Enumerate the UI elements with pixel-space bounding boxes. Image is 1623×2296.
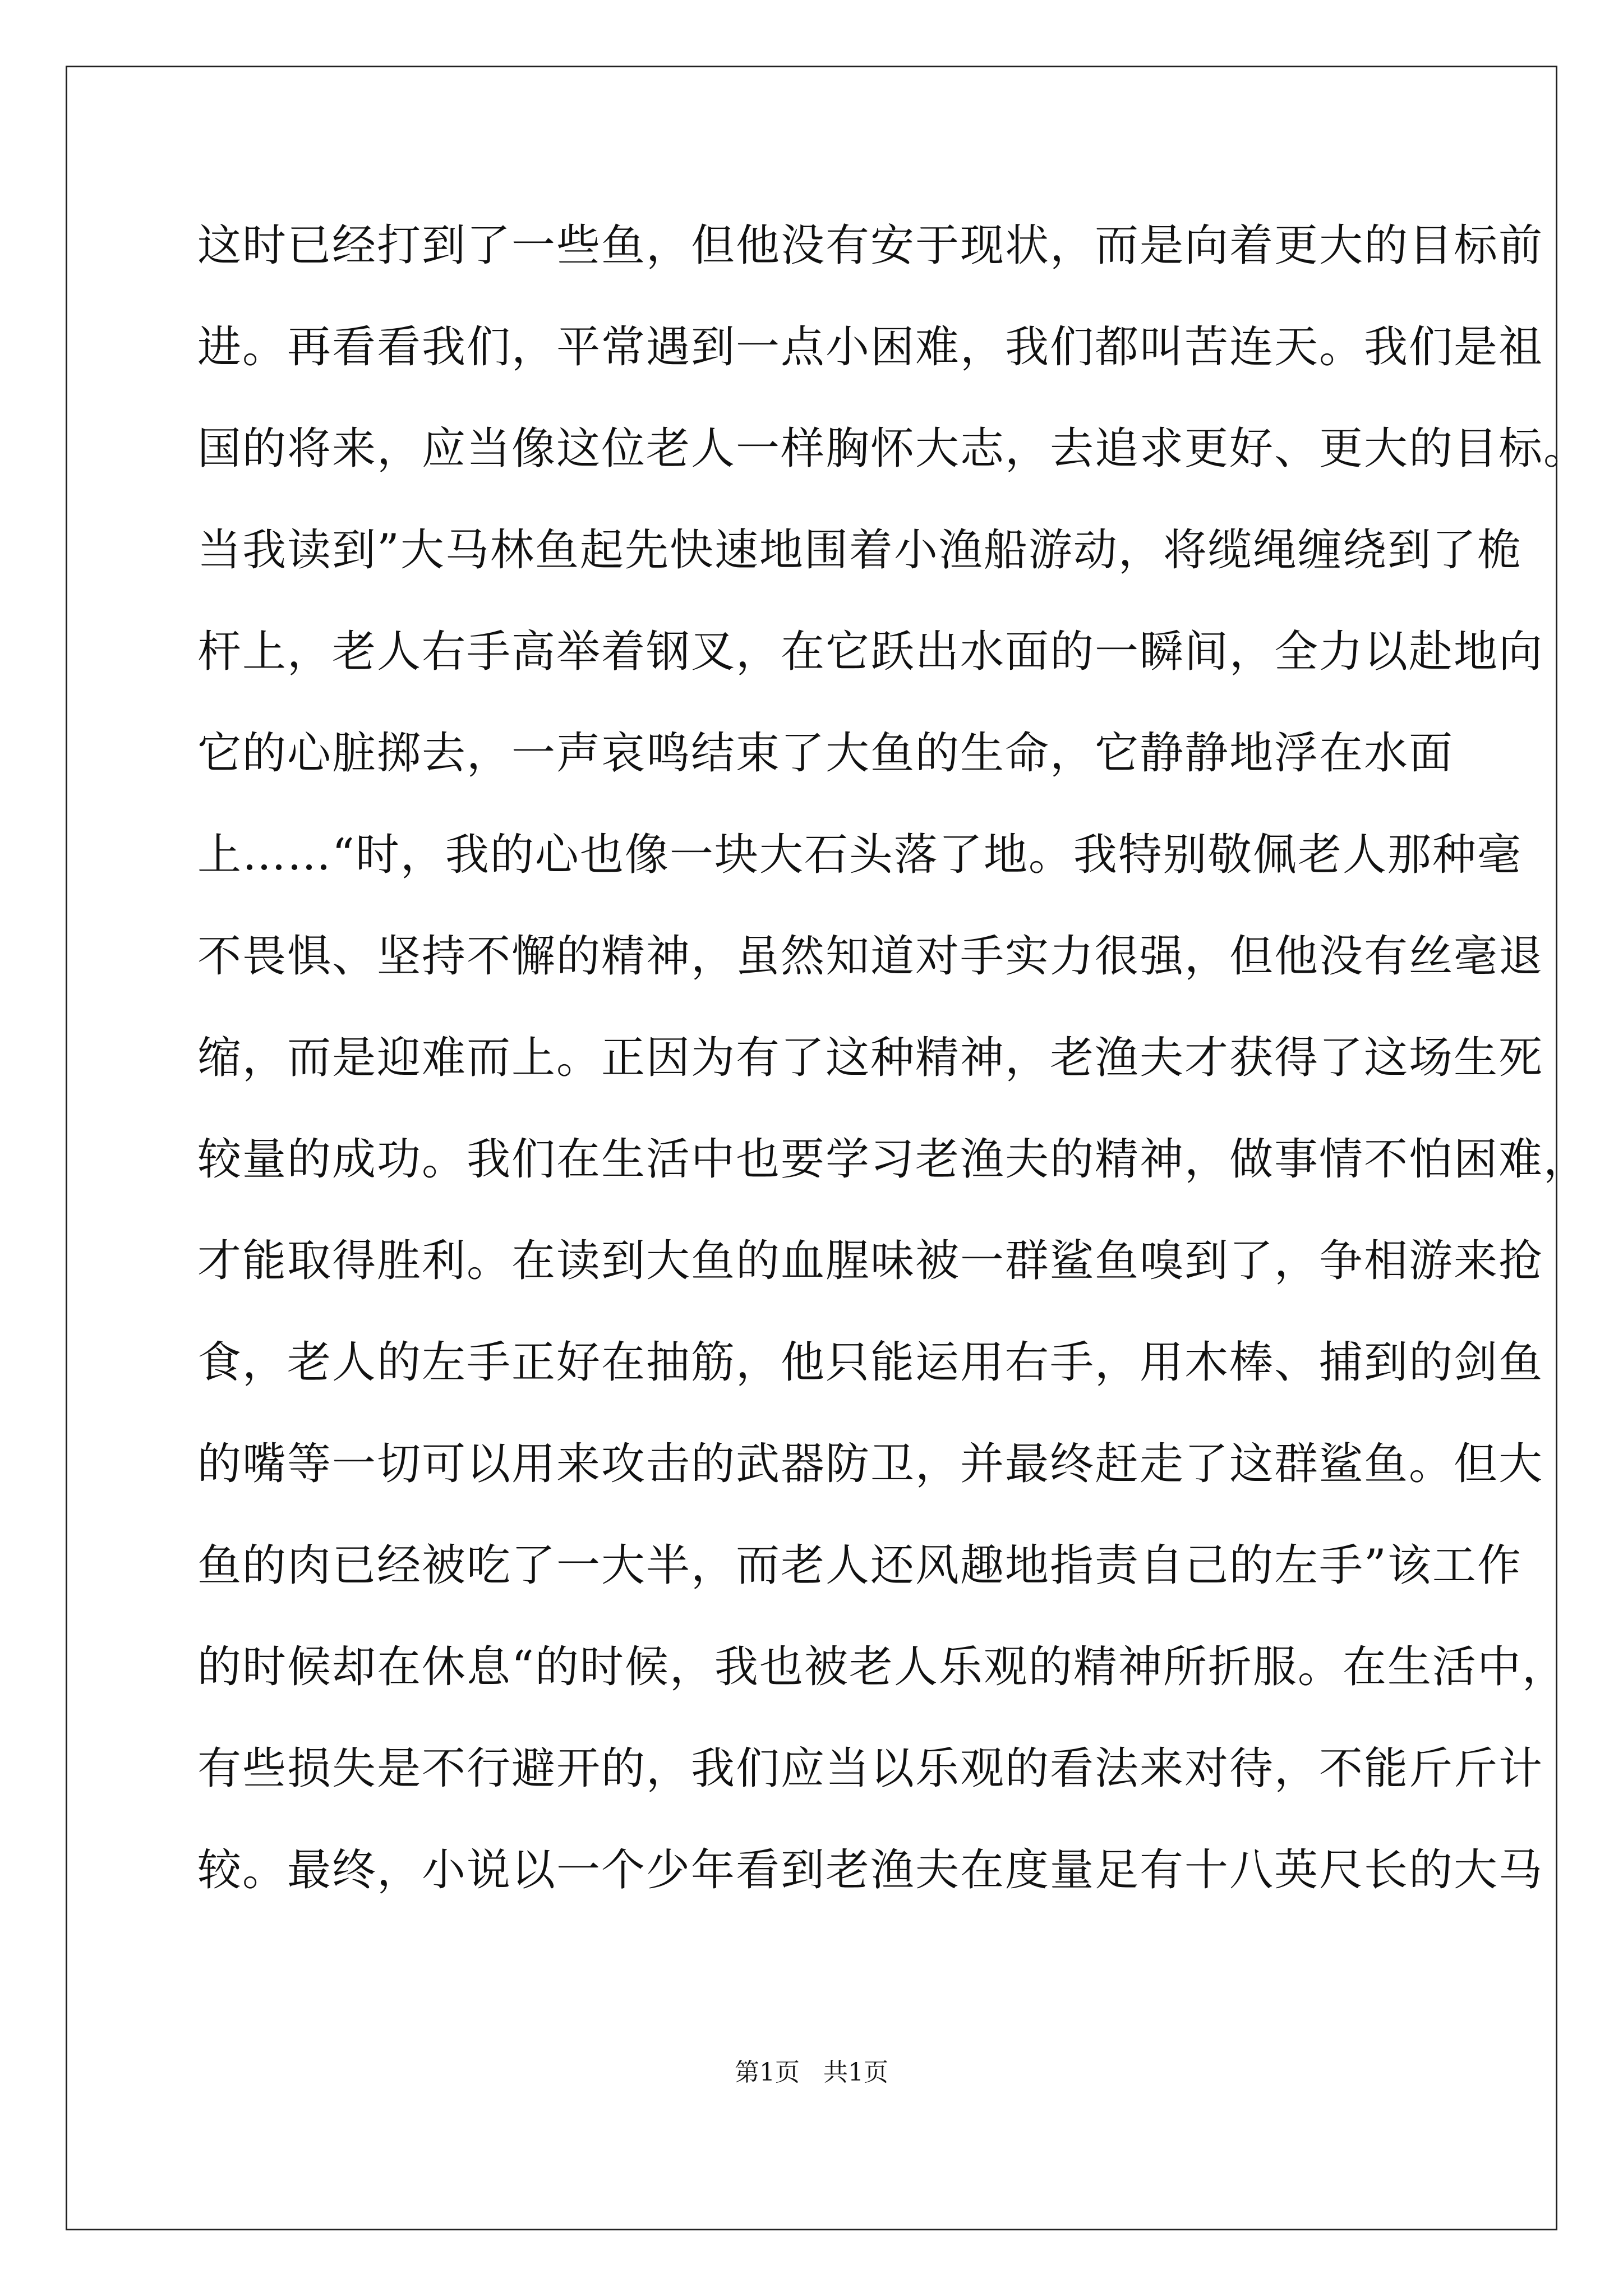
text-line: 缩，而是迎难而上。正因为有了这种精神，老渔夫才获得了这场生死 [197, 1033, 1544, 1083]
text-line: 鱼的肉已经被吃了一大半，而老人还风趣地指责自己的左手”该工作 [197, 1540, 1522, 1591]
text-line: 上……“时，我的心也像一块大石头落了地。我特别敬佩老人那种毫 [197, 830, 1522, 880]
text-line: 有些损失是不行避开的，我们应当以乐观的看法来对待，不能斤斤计 [197, 1743, 1544, 1794]
page-number-footer: 第1页 共1页 [735, 2058, 888, 2087]
document-body [197, 218, 1589, 1944]
text-line: 杆上，老人右手高举着钢叉，在它跃出水面的一瞬间，全力以赴地向 [197, 627, 1544, 677]
text-line: 的时候却在休息“的时候，我也被老人乐观的精神所折服。在生活中， [197, 1642, 1567, 1692]
text-line: 较量的成功。我们在生活中也要学习老渔夫的精神，做事情不怕困难， [197, 1134, 1589, 1185]
text-line: 进。再看看我们，平常遇到一点小困难，我们都叫苦连天。我们是祖 [197, 322, 1544, 372]
text-line: 才能取得胜利。在读到大鱼的血腥味被一群鲨鱼嗅到了，争相游来抢 [197, 1236, 1544, 1286]
text-line: 它的心脏掷去，一声哀鸣结束了大鱼的生命，它静静地浮在水面 [197, 728, 1454, 779]
text-line: 国的将来，应当像这位老人一样胸怀大志，去追求更好、更大的目标。 [197, 424, 1589, 474]
text-line: 这时已经打到了一些鱼，但他没有安于现状，而是向着更大的目标前 [197, 220, 1544, 271]
text-line: 的嘴等一切可以用来攻击的武器防卫，并最终赶走了这群鲨鱼。但大 [197, 1439, 1544, 1489]
text-line: 较。最终，小说以一个少年看到老渔夫在度量足有十八英尺长的大马 [197, 1845, 1544, 1895]
text-line: 食，老人的左手正好在抽筋，他只能运用右手，用木棒、捕到的剑鱼 [197, 1337, 1544, 1388]
text-line: 不畏惧、坚持不懈的精神，虽然知道对手实力很强，但他没有丝毫退 [197, 931, 1544, 982]
text-line: 当我读到”大马林鱼起先快速地围着小渔船游动，将缆绳缠绕到了桅 [197, 525, 1522, 576]
